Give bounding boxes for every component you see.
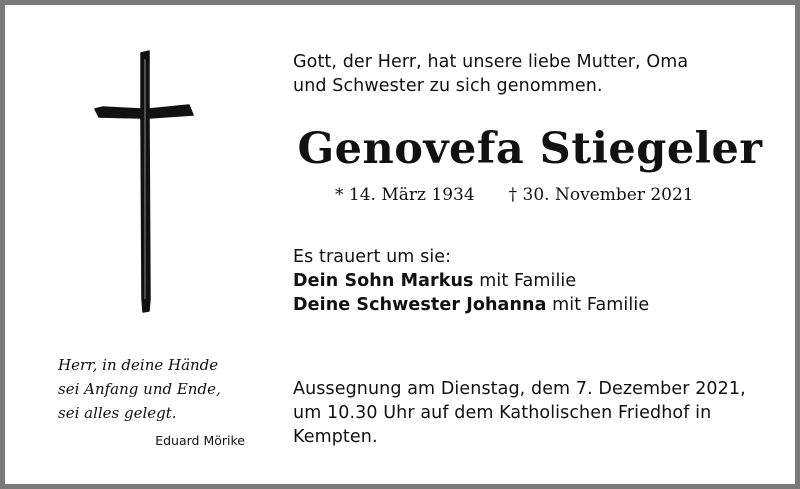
mourner-suffix: mit Familie (546, 295, 650, 315)
mourner-entry (293, 293, 773, 317)
mourner-suffix: mit Familie (473, 271, 577, 291)
deceased-name: Genovefa Stiegeler (297, 124, 763, 174)
quote-line: sei alles gelegt. (58, 404, 177, 422)
mourner-name: Deine Schwester Johanna (293, 295, 547, 315)
mourner-name: Dein Sohn Markus (293, 271, 474, 291)
intro-line: Gott, der Herr, hat unsere liebe Mutter, Oma (293, 52, 689, 72)
quote-author: Eduard Mörike (155, 433, 245, 448)
quote-line: sei Anfang und Ende, (58, 380, 221, 398)
life-dates (335, 183, 755, 207)
birth-date: * 14. März 1934 (335, 185, 475, 205)
quote-line: Herr, in deine Hände (58, 356, 219, 374)
service-line: um 10.30 Uhr auf dem Katholischen Friedhof in (293, 403, 712, 423)
mourner-entry (293, 269, 773, 293)
mourners-block (293, 245, 773, 317)
mourners-heading: Es trauert um sie: (293, 247, 452, 267)
intro-text (293, 50, 733, 98)
intro-line: und Schwester zu sich genommen. (293, 76, 603, 96)
cross-icon (93, 49, 197, 313)
memorial-quote (58, 353, 258, 425)
service-info (293, 377, 793, 449)
death-date: † 30. November 2021 (508, 185, 694, 205)
service-line: Aussegnung am Dienstag, dem 7. Dezember 2021, (293, 379, 746, 399)
service-line: Kempten. (293, 427, 378, 447)
